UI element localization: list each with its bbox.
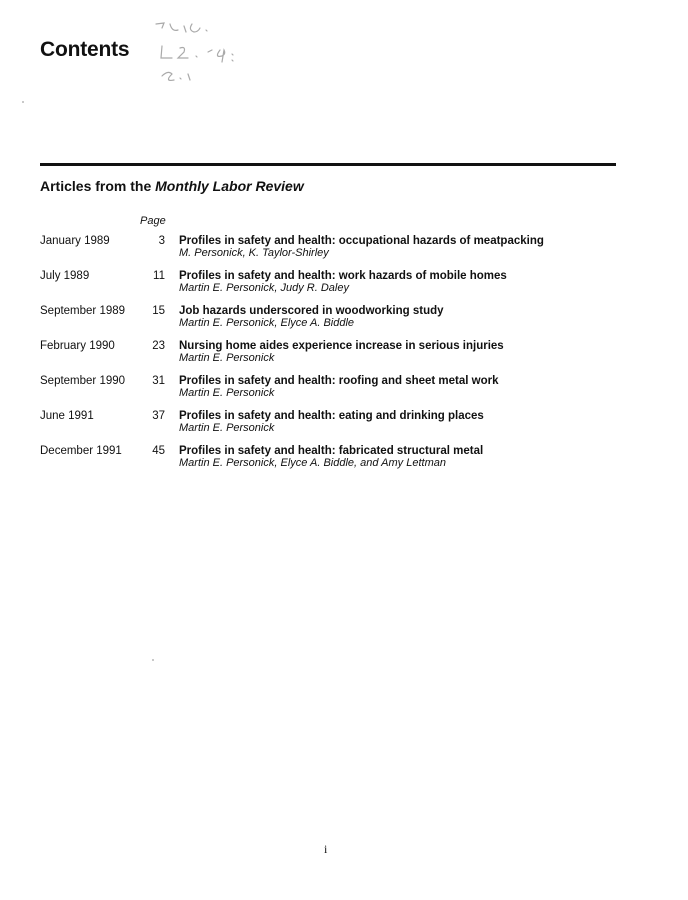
entry-page-number: 23 bbox=[152, 340, 165, 352]
toc-entry bbox=[40, 340, 640, 375]
entry-authors: Martin E. Personick bbox=[179, 387, 275, 399]
scan-speck-1 bbox=[22, 101, 24, 103]
entry-authors: Martin E. Personick bbox=[179, 352, 275, 364]
entry-title: Profiles in safety and health: fabricated structural metal bbox=[179, 445, 484, 457]
toc-list bbox=[40, 235, 640, 480]
scan-speck-2 bbox=[152, 659, 154, 661]
toc-entry bbox=[40, 410, 640, 445]
entry-title: Profiles in safety and health: work hazards of mobile homes bbox=[179, 270, 507, 282]
entry-title: Profiles in safety and health: occupational hazards of meatpacking bbox=[179, 235, 544, 247]
toc-entry bbox=[40, 235, 640, 270]
entry-authors: M. Personick, K. Taylor-Shirley bbox=[179, 247, 329, 259]
entry-title: Profiles in safety and health: eating and drinking places bbox=[179, 410, 484, 422]
page-column-label: Page bbox=[140, 215, 166, 227]
section-title-italic: Monthly Labor Review bbox=[155, 178, 304, 194]
toc-entry bbox=[40, 375, 640, 410]
entry-authors: Martin E. Personick, Elyce A. Biddle bbox=[179, 317, 355, 329]
toc-entry bbox=[40, 270, 640, 305]
section-title-bold: Articles bbox=[40, 178, 92, 194]
entry-date: June 1991 bbox=[40, 410, 94, 422]
entry-page-number: 37 bbox=[152, 410, 165, 422]
entry-title: Job hazards underscored in woodworking study bbox=[179, 305, 444, 317]
section-title bbox=[40, 178, 304, 194]
entry-title: Profiles in safety and health: roofing and sheet metal work bbox=[179, 375, 499, 387]
section-title-plain: from the bbox=[91, 178, 156, 194]
entry-date: July 1989 bbox=[40, 270, 90, 282]
entry-date: February 1990 bbox=[40, 340, 115, 352]
entry-page-number: 15 bbox=[152, 305, 165, 317]
entry-authors: Martin E. Personick, Judy R. Daley bbox=[179, 282, 349, 294]
entry-page-number: 11 bbox=[153, 270, 165, 282]
toc-entry bbox=[40, 305, 640, 340]
entry-page-number: 31 bbox=[152, 375, 165, 387]
entry-date: December 1991 bbox=[40, 445, 122, 457]
section-rule bbox=[40, 163, 616, 166]
entry-authors: Martin E. Personick, Elyce A. Biddle, and Amy Lettman bbox=[179, 457, 446, 469]
entry-date: January 1989 bbox=[40, 235, 110, 247]
entry-authors: Martin E. Personick bbox=[179, 422, 275, 434]
library-stamp-icon bbox=[148, 18, 268, 88]
entry-date: September 1989 bbox=[40, 305, 126, 317]
contents-heading: Contents bbox=[40, 38, 130, 61]
page-folio: i bbox=[324, 842, 328, 856]
toc-entry bbox=[40, 445, 640, 480]
entry-page-number: 45 bbox=[152, 445, 165, 457]
entry-page-number: 3 bbox=[158, 235, 165, 247]
entry-title: Nursing home aides experience increase in serious injuries bbox=[179, 340, 504, 352]
entry-date: September 1990 bbox=[40, 375, 126, 387]
